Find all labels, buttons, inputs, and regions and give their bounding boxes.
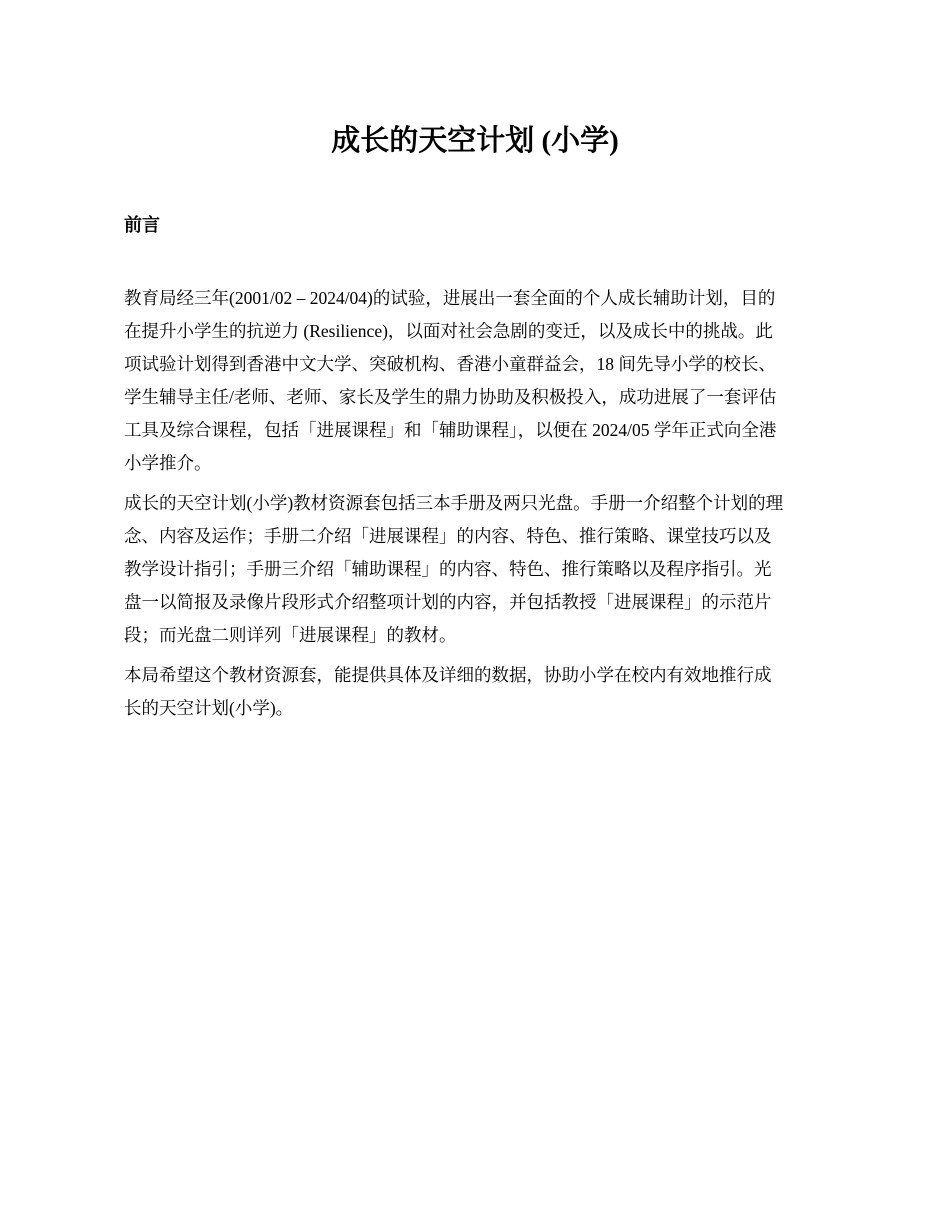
paragraph-line: 念、内容及运作；手册二介绍「进展课程」的内容、特色、推行策略、课堂技巧以及	[124, 526, 772, 546]
document-title: 成长的天空计划 (小学)	[331, 125, 619, 157]
paragraph-line: 教学设计指引；手册三介绍「辅助课程」的内容、特色、推行策略以及程序指引。光	[124, 559, 772, 579]
paragraph-line: 段；而光盘二则详列「进展课程」的教材。	[124, 625, 457, 645]
paragraph-line: 成长的天空计划(小学)教材资源套包括三本手册及两只光盘。手册一介绍整个计划的理	[124, 493, 784, 513]
paragraph-line: 长的天空计划(小学)。	[124, 698, 294, 718]
paragraph-line: 本局希望这个教材资源套，能提供具体及详细的数据，协助小学在校内有效地推行成	[124, 665, 772, 685]
paragraph-3	[124, 659, 828, 725]
body-text	[124, 282, 828, 732]
paragraph-1	[124, 282, 828, 480]
paragraph-line: 在提升小学生的抗逆力 (Resilience)，以面对社会急剧的变迁，以及成长中的挑战。此	[124, 321, 773, 341]
paragraph-line: 教育局经三年(2001/02 – 2024/04)的试验，进展出一套全面的个人成长辅助计划，目的	[124, 288, 776, 308]
paragraph-line: 学生辅导主任/老师、老师、家长及学生的鼎力协助及积极投入，成功进展了一套评估	[124, 387, 777, 407]
paragraph-line: 小学推介。	[124, 453, 212, 473]
paragraph-line: 项试验计划得到香港中文大学、突破机构、香港小童群益会，18 间先导小学的校长、	[124, 354, 776, 374]
section-heading-preface: 前言	[124, 215, 160, 235]
paragraph-line: 盘一以简报及录像片段形式介绍整项计划的内容，并包括教授「进展课程」的示范片	[124, 592, 772, 612]
paragraph-line: 工具及综合课程，包括「进展课程」和「辅助课程」，以便在 2024/05 学年正式向全港	[124, 420, 777, 440]
paragraph-2	[124, 487, 828, 652]
